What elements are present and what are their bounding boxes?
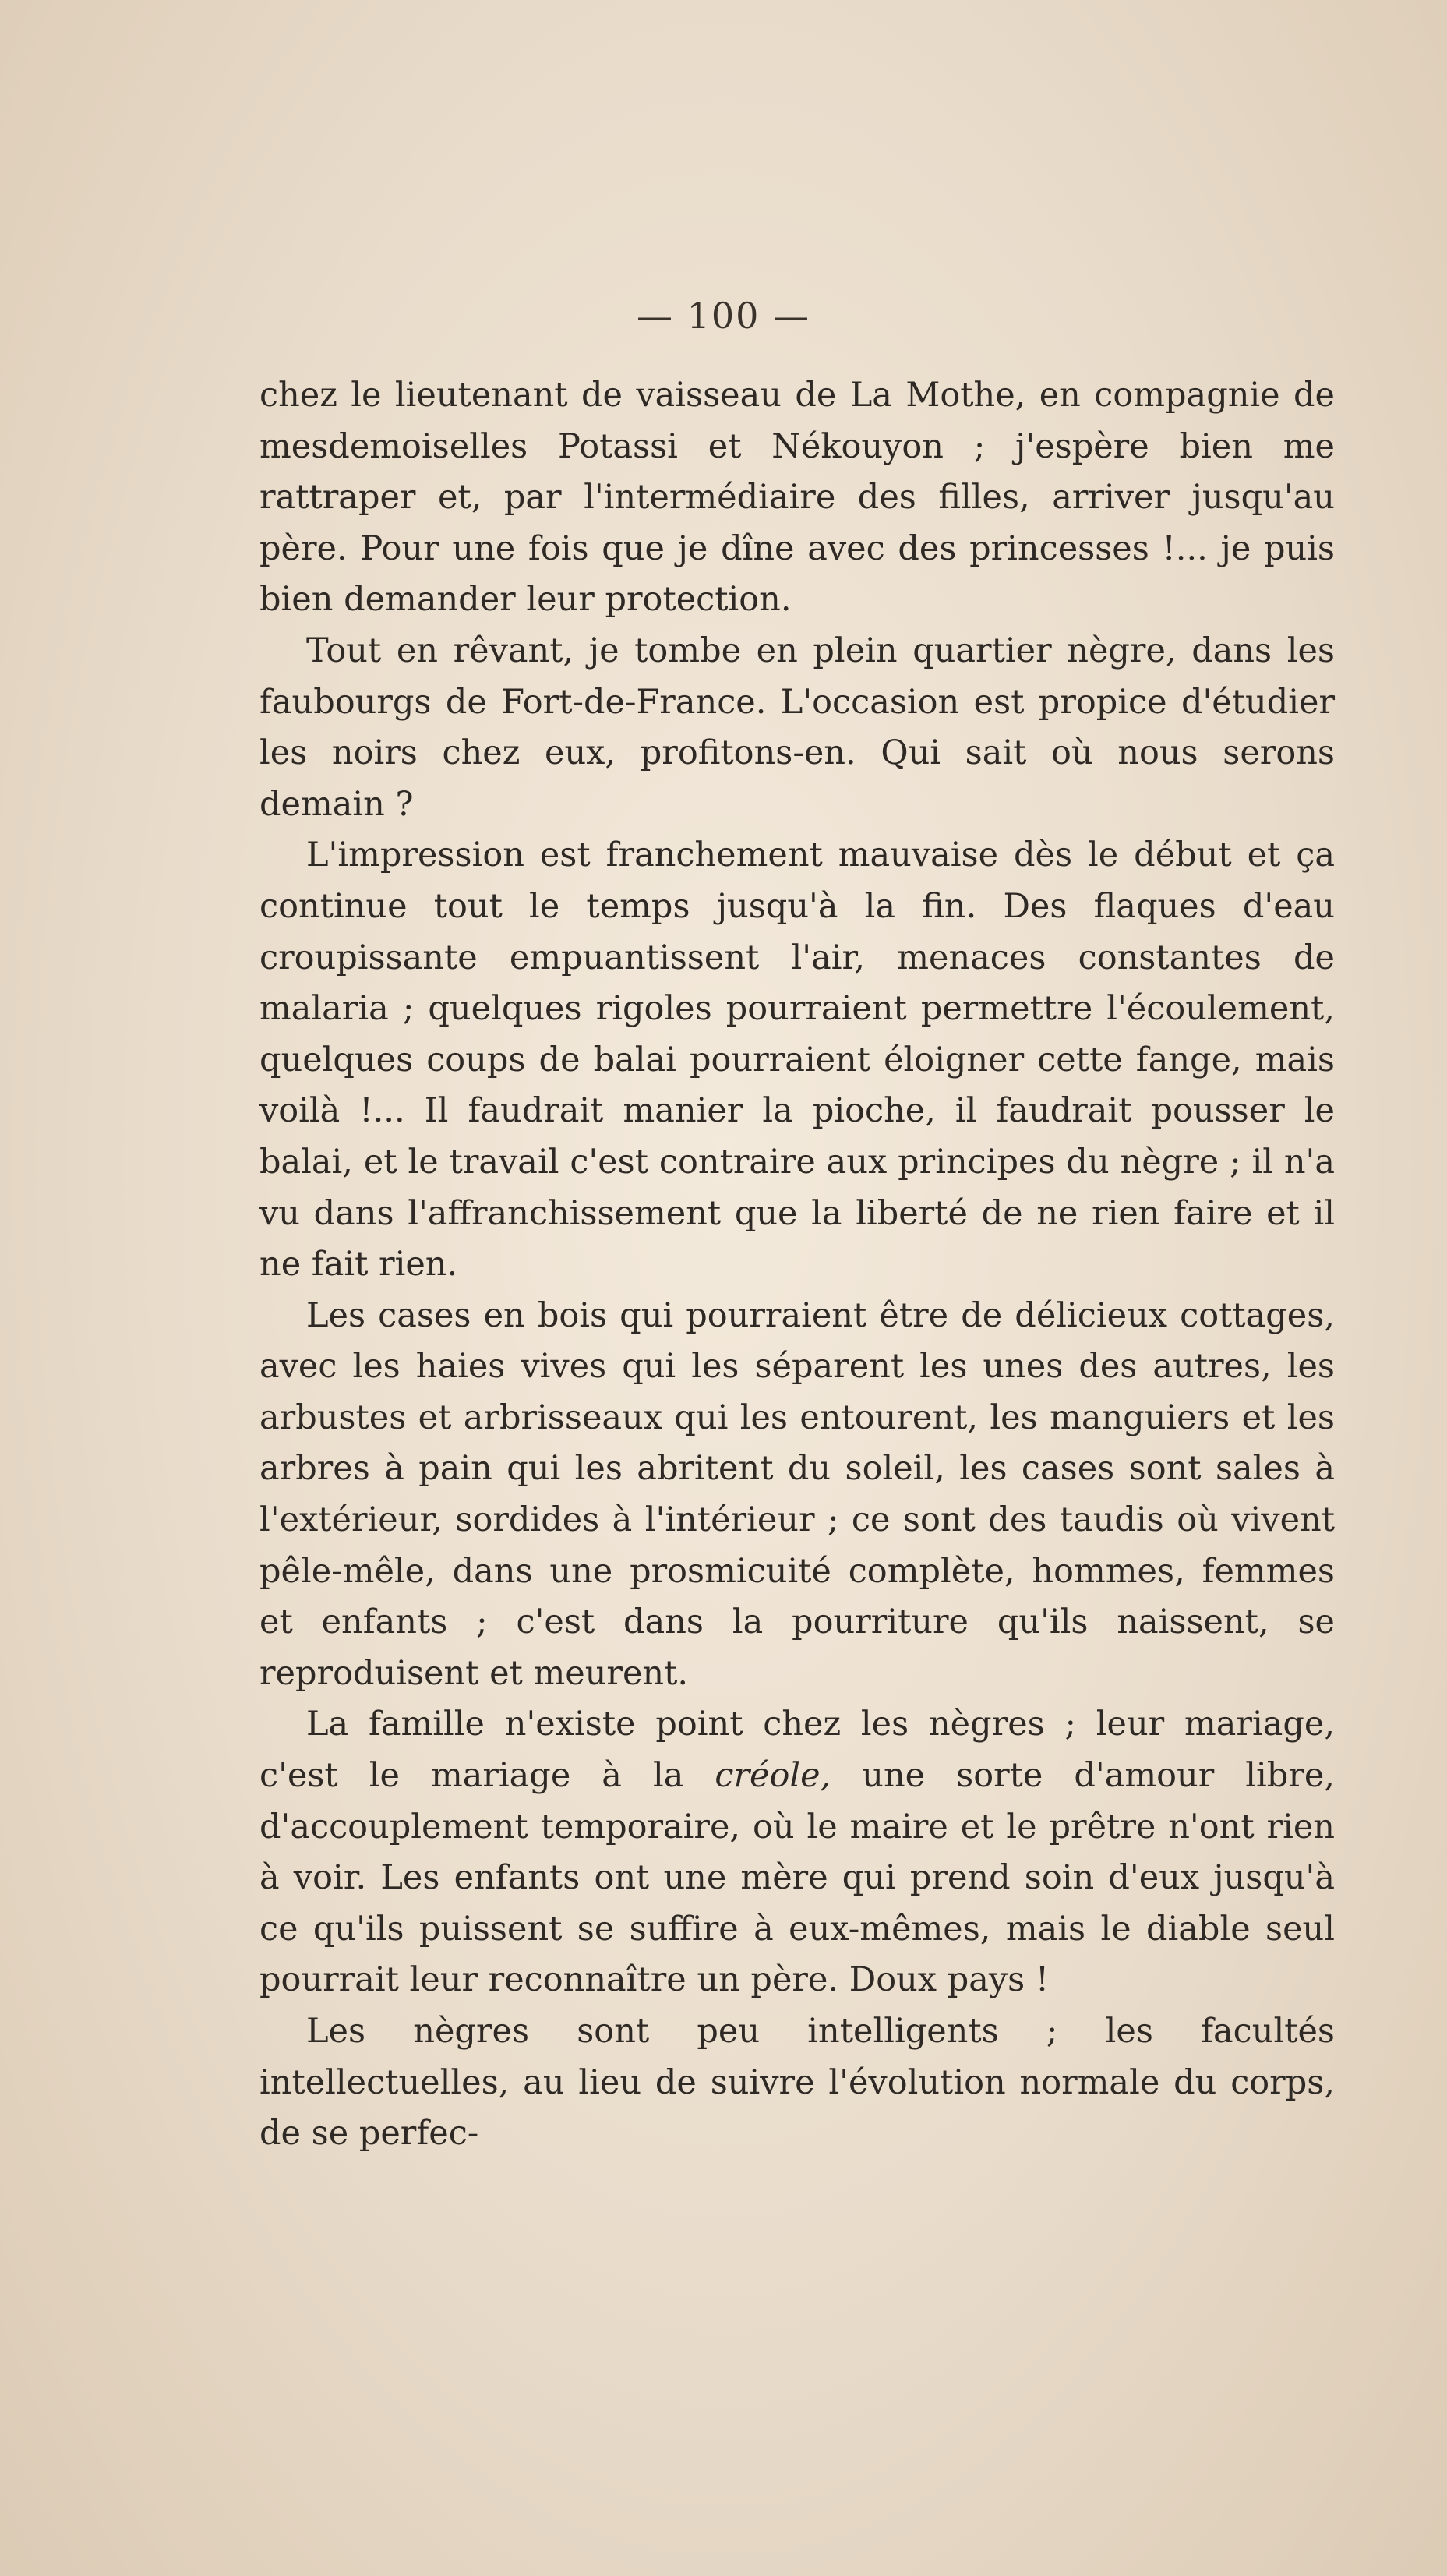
paragraph-5-text-start: La famille n'existe point chez les nègres ; leur mariage, c'est le mariage à la [259, 1705, 1335, 1796]
paragraph-3: L'impression est franchement mauvaise dès le début et ça continue tout le temps jusqu'à la fin. Des flaques d'eau croupissante empuantissent l'air, menaces constantes de malaria ; quelques rigoles pourraient permettre l'écoulement, quelques coups de balai pourraient éloigner cette fange, mais voilà !... Il faudrait manier la pioche, il faudrait pousser le balai, et le travail c'est contraire aux principes du nègre ; il n'a vu dans l'affranchissement que la liberté de ne rien faire et il ne fait rien. [259, 836, 1335, 1284]
paragraph-5-italic-word: créole, [715, 1756, 831, 1796]
paragraph-4: Les cases en bois qui pourraient être de délicieux cottages, avec les haies vives qui les séparent les unes des autres, les arbustes et arbrisseaux qui les entourent, les manguiers et les arbres à pain qui les abritent du soleil, les cases sont sales à l'extérieur, sordides à l'intérieur ; ce sont des taudis où vivent pêle-mêle, dans une prosmicuité complète, hommes, femmes et enfants ; c'est dans la pourriture qu'ils naissent, se reproduisent et meurent. [259, 1295, 1335, 1693]
body-text [259, 370, 1335, 2160]
paragraph-6: Les nègres sont peu intelligents ; les facultés intellectuelles, au lieu de suivre l'évolution normale du corps, de se perfec- [259, 2012, 1335, 2154]
paragraph-2: Tout en rêvant, je tombe en plein quartier nègre, dans les faubourgs de Fort-de-France. L'occasion est propice d'étudier les noirs chez eux, profitons-en. Qui sait où nous serons demain ? [259, 631, 1335, 824]
paragraph-5 [259, 1699, 1335, 2006]
paragraph-1: chez le lieutenant de vaisseau de La Mothe, en compagnie de mesdemoiselles Potassi et Nékouyon ; j'espère bien me rattraper et, par l'intermédiaire des filles, arriver jusqu'au père. Pour une fois que je dîne avec des princesses !... je puis bien demander leur protection. [259, 376, 1335, 620]
page-number: — 100 — [636, 295, 811, 337]
paragraph-5-text-end: une sorte d'amour libre, d'accouplement temporaire, où le maire et le prêtre n'ont rien à voir. Les enfants ont une mère qui prend soin d'eux jusqu'à ce qu'ils puissent se suffire à eux-mêmes, mais le diable seul pourrait leur reconnaître un père. Doux pays ! [259, 1756, 1336, 2000]
